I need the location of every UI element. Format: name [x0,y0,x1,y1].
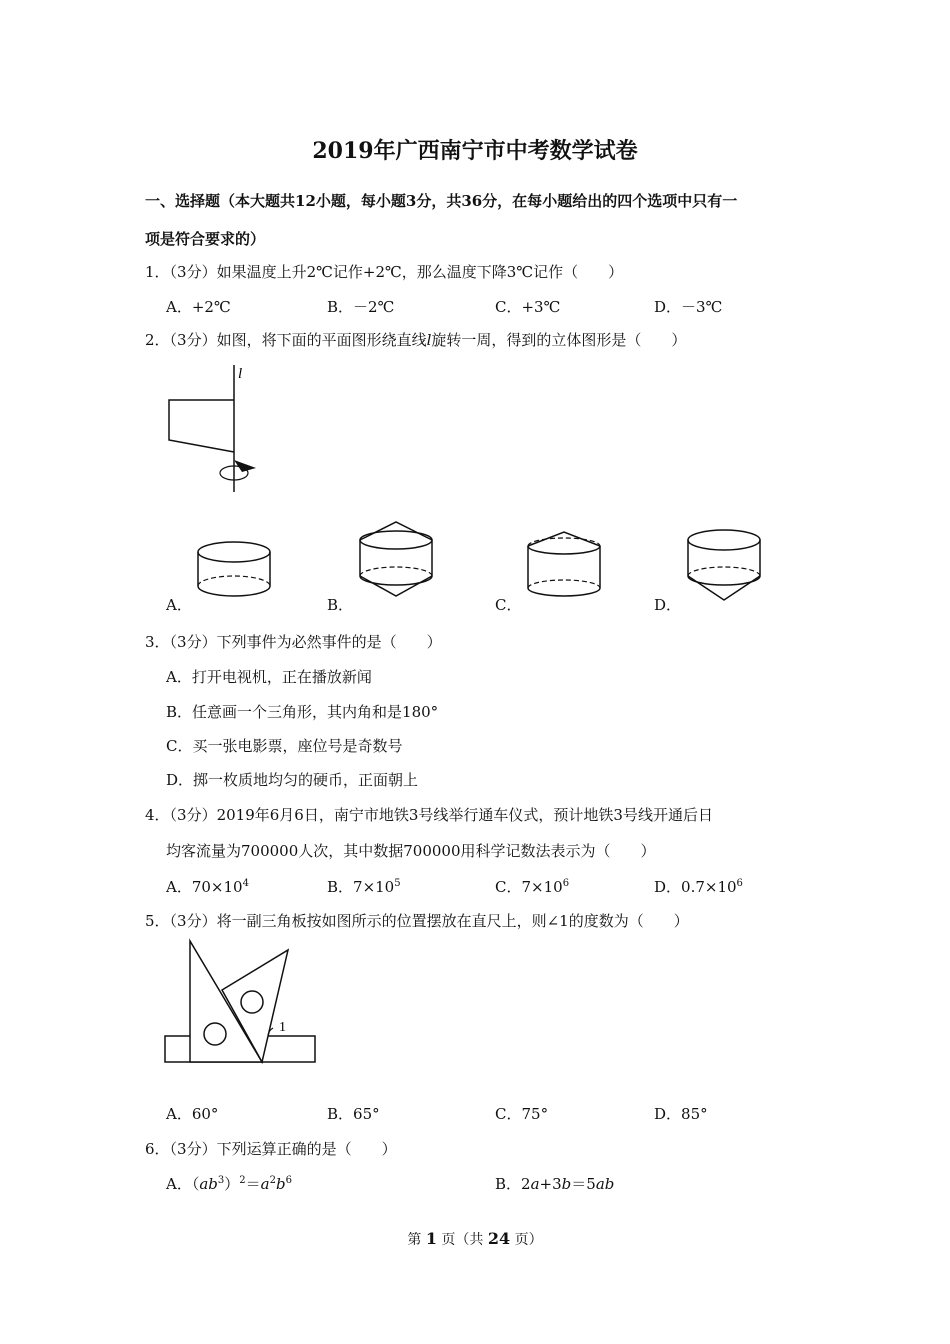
q6-a-ab: ab [199,1175,218,1193]
q4-c-base: C．7×10 [495,878,563,896]
q2-option-d: D． [654,596,682,614]
q6-a-exp3: 2 [269,1175,276,1186]
q1-option-b: B．－2℃ [327,298,395,316]
q6-a-var-b: b [276,1175,286,1193]
q4-d-base: D．0.7×10 [654,878,737,896]
section-heading-line2: 项是符合要求的） [145,230,266,248]
q4-a-base: A．70×10 [166,878,243,896]
q6-a-prefix: A．（ [166,1175,200,1193]
q6-a-exp4: 6 [285,1175,292,1186]
question-6-stem: 6．（3分）下列运算正确的是（ ） [145,1140,397,1158]
axis-l-label: l [238,366,243,382]
page-footer [0,1229,950,1249]
q4-c-exp: 6 [562,878,570,889]
question-2-stem [145,329,686,350]
q6-b-var-a: a [530,1175,540,1193]
question-3-stem: 3．（3分）下列事件为必然事件的是（ ） [145,633,442,651]
q6-a-exp2: 2 [239,1175,246,1186]
q6-option-a [166,1173,292,1194]
q4-option-d [654,876,743,897]
question-4-stem-line1: 4．（3分）2019年6月6日，南宁市地铁3号线举行通车仪式，预计地铁3号线开通后日 [145,806,713,824]
q6-a-equals: ＝ [245,1175,261,1193]
q5-option-d: D．85° [654,1105,708,1123]
q1-option-c: C．+3℃ [495,298,561,316]
angle-1-label: 1 [279,1020,286,1035]
q3-option-c: C．买一张电影票，座位号是奇数号 [166,737,403,755]
q1-option-a: A．+2℃ [166,298,231,316]
q3-option-a: A．打开电视机，正在播放新闻 [166,668,372,686]
q6-b-var-b: b [561,1175,572,1193]
q4-b-base: B．7×10 [327,878,395,896]
q4-a-exp: 4 [242,878,249,889]
footer-post: 页） [510,1232,543,1248]
q2-option-b: B． [327,596,354,614]
q4-option-c [495,876,569,897]
q5-option-c: C．75° [495,1105,549,1123]
page-title: 2019年广西南宁市中考数学试卷 [312,138,638,164]
option-d-cylinder-cone [684,526,766,604]
q1-option-d: D．－3℃ [654,298,723,316]
option-a-cylinder [196,540,276,600]
question-5-stem: 5．（3分）将一副三角板按如图所示的位置摆放在直尺上，则∠1的度数为（ ） [145,912,689,930]
q6-b-prefix: B．2 [495,1175,531,1193]
section-heading-line1: 一、选择题（本大题共12小题，每小题3分，共36分，在每小题给出的四个选项中只有一 [145,192,738,210]
q2-option-a: A． [166,596,192,614]
q6-option-b [495,1173,614,1194]
q6-b-plus: +3 [539,1175,562,1193]
question-4-stem-line2: 均客流量为700000人次，其中数据700000用科学记数法表示为（ ） [166,842,656,860]
option-b-double-cone-cylinder [356,520,438,600]
question-1-stem: 1．（3分）如果温度上升2℃记作+2℃，那么温度下降3℃记作（ ） [145,263,624,281]
q6-b-ab: ab [595,1175,615,1193]
rotation-figure [160,360,270,495]
triangle-ruler-figure [160,938,320,1068]
footer-pre: 第 [407,1232,426,1248]
q4-option-b [327,876,401,897]
page-total: 24 [487,1229,511,1248]
q6-a-var-a: a [260,1175,270,1193]
q3-option-d: D．掷一枚质地均匀的硬币，正面朝上 [166,771,419,789]
q4-b-exp: 5 [394,878,401,889]
q4-option-a [166,876,249,897]
q6-a-paren: ） [224,1175,240,1193]
q6-b-equals: ＝5 [571,1175,596,1193]
footer-mid: 页（共 [436,1232,488,1248]
page-number: 1 [425,1229,437,1248]
q5-option-a: A．60° [166,1105,219,1123]
q2-option-c: C． [495,596,522,614]
q3-option-b: B．任意画一个三角形，其内角和是180° [166,703,439,721]
option-c-cone-cylinder [524,528,606,600]
q2-stem-tail: 旋转一周，得到的立体图形是（ ） [431,331,687,349]
q5-option-b: B．65° [327,1105,380,1123]
q6-a-exp1: 3 [217,1175,225,1186]
q2-stem-text: 2．（3分）如图，将下面的平面图形绕直线 [145,331,427,349]
q2-stem-line-l: l [426,331,432,349]
q4-d-exp: 6 [736,878,743,889]
